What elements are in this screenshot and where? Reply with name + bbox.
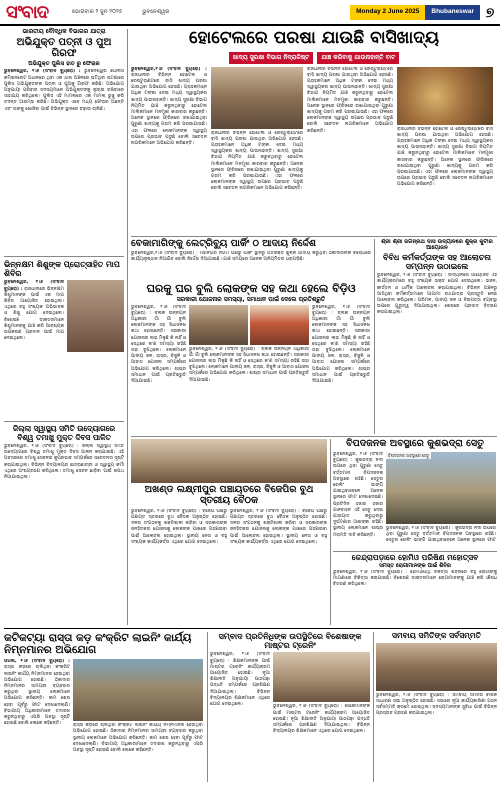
date-label: Monday 2 June 2025	[350, 5, 425, 20]
lead-story	[131, 29, 497, 234]
cooperative-headline[interactable]: ସମବାୟ ସମିତିଙ୍କ ସର୍ବସମ୍ମତି	[392, 631, 481, 640]
training-body-2: ଭୁବନେଶ୍ୱର, ୧।୬ (ସଂବାଦ ବ୍ୟୁରୋ) : ଶିକ୍ଷକମାନଙ୍କ ପାଇଁ ମାଷ୍ଟର ଟ୍ରେନିଂ କାର୍ଯ୍ୟକ୍ରମ ଆୟୋଜିତ ହୋଇଛି। ନୂଆ ଶିକ୍ଷାନୀତି ଅନୁଯାୟୀ ପାଠପଢ଼ା ପଦ୍ଧତି ସମ୍ପର୍କରେ ପ୍ରଶିକ୍ଷଣ ଦିଆଯାଇଥିଲା। ବିଭିନ୍ନ ବିଦ୍ୟାଳୟର ଶିକ୍ଷକମାନେ ଏଥିରେ ଯୋଗ ଦେଇଥିଲେ।	[273, 704, 370, 735]
bdo-story	[131, 283, 371, 433]
bridge-photo	[386, 452, 496, 524]
lead-headline[interactable]: ହୋଟେଲରେ ପରଷା ଯାଉଛି ବାସିଖାଦ୍ୟ	[189, 28, 439, 48]
cooperative-body: ଭୁବନେଶ୍ୱର, ୧।୬ (ସଂବାଦ ବ୍ୟୁରୋ) : ସମବାୟ ସମିତିର ବାର୍ଷିକ ସାଧାରଣ ସଭା ଅନୁଷ୍ଠିତ ହୋଇଛି। ସଭାରେ ନୂଆ କାର୍ଯ୍ୟକାରିଣୀ ଗଠନ ସର୍ବସମ୍ମତି କ୍ରମେ ହୋଇଥିଲା। ସଦସ୍ୟମାନଙ୍କ ସୁବିଧା ପାଇଁ ବିଭିନ୍ନ ପ୍ରସ୍ତାବ ଗ୍ରହଣ କରାଯାଇଥିଲା।	[376, 692, 497, 717]
left-headline-3[interactable]: ଜିଲ୍ଲା ସ୍ୱାସ୍ଥ୍ୟ ସମିତି ଉଦ୍ୟୋଗରେ ବିଶ୍ୱ ତମାଖୁ ମୁକ୍ତ ଦିବସ ପାଳିତ	[12, 424, 116, 442]
temple-headline-2[interactable]: ବିବିଧ କର୍ମକର୍ତ୍ତାଙ୍କ ସହ ଆଲୋଚନା ସମ୍ପନ୍ନ ଉଠାଇଲେ	[383, 252, 491, 272]
training-story	[210, 632, 370, 782]
temple-story	[377, 239, 497, 433]
temple-body: ଭୁବନେଶ୍ୱର, ୧।୬ (ସଂବାଦ ବ୍ୟୁରୋ) : ଉଦ୍ୟାନରେ ଆୟୋଜିତ ଏହି କାର୍ଯ୍ୟକ୍ରମରେ ବହୁ ସଂଖ୍ୟକ ଭକ୍ତ ଯୋଗ ଦେଇଥିଲେ। ଭଜନ, କୀର୍ତ୍ତନ ଓ ଧାର୍ମିକ ଆଲୋଚନା କରାଯାଇଥିଲା। ବିଭିନ୍ନ ଅଞ୍ଚଳରୁ ଆସିଥିବା କର୍ମକର୍ତ୍ତାମାନେ ଆଗାମୀ ରଥଯାତ୍ରା ପ୍ରସ୍ତୁତି ନେଇ ଆଲୋଚନା କରିଥିଲେ। ପରିମଳ, ପାନୀୟ ଜଳ ଓ ନିରାପତ୍ତା ବ୍ୟବସ୍ଥା ଉପରେ ଗୁରୁତ୍ୱ ଦିଆଯାଇଥିଲା। ଶେଷରେ ପ୍ରସାଦ ବିତରଣ କରାଯାଇଥିଲା।	[377, 273, 497, 316]
bridge-headline[interactable]: ବିପଦଜନକ ଅବସ୍ଥାରେ କୁଶଭଦ୍ରା ସେତୁ	[346, 438, 484, 449]
election-photo	[131, 439, 327, 483]
bridge-photo-caption: ବିପଦଜନକ ଅବସ୍ଥାରେ ସେତୁ	[388, 452, 430, 458]
temple-headline[interactable]: ଶ୍ରୀ ଶ୍ରୀ ଜଗନ୍ନାଥ ଦାସ ଉଦ୍ୟାନରେ ଶୁକ୍ର କୁଟୀର ଆୟୋଜନ	[381, 239, 493, 252]
bridge-story	[333, 439, 497, 549]
bridge-body-2: ଭୁବନେଶ୍ୱର, ୧।୬ (ସଂବାଦ ବ୍ୟୁରୋ) : କୁଶଭଦ୍ରା ନଦୀ ଉପରେ ଥିବା ପୁରୁଣା ସେତୁ ବର୍ତ୍ତମାନ ବିପଦଜନକ ଅବସ୍ଥାରେ ରହିଛି। ସେତୁର ରେଲିଂ ଭାଙ୍ଗି ଯାଇଥିବାବେଳେ ଅନେକ ସ୍ଥାନରେ ଫାଟ	[386, 525, 496, 544]
masthead	[0, 0, 500, 26]
lead-photo-2	[397, 67, 493, 125]
left-article-3-body: ଭୁବନେଶ୍ୱର, ୧।୬ (ସଂବାଦ ବ୍ୟୁରୋ) : ଜିଲ୍ଲା ସ୍ୱାସ୍ଥ୍ୟ ସମିତି ଉଦ୍ୟୋଗରେ ବିଶ୍ୱ ତମାଖୁ ମୁକ୍ତ ଦିବସ ପାଳନ କରାଯାଇଛି। ଏହି ଅବସରରେ ତମାଖୁ ସେବନର କୁପ୍ରଭାବ ସମ୍ପର୍କରେ ସଚେତନତା ସୃଷ୍ଟି କରାଯାଇଥିଲା। ବିଭିନ୍ନ ବିଦ୍ୟାଳୟର ଛାତ୍ରଛାତ୍ରୀ ଓ ସ୍ୱାସ୍ଥ୍ୟ କର୍ମୀ ଏଥିରେ ଅଂଶଗ୍ରହଣ କରିଥିଲେ। ତମାଖୁ ସେବନ ଛାଡ଼ିବା ପାଇଁ ଶପଥ ନିଆଯାଇଥିଲା।	[4, 444, 124, 481]
bdo-body-3: ଭୁବନେଶ୍ୱର, ୧।୬ (ସଂବାଦ ବ୍ୟୁରୋ) : ବ୍ଲକ ଉନ୍ନୟନ ଅଧିକାରୀ ଗାଁ ଗାଁ ବୁଲି ଲୋକମାନଙ୍କ ସହ ସିଧାସଳଖ କଥା ହୋଇଛନ୍ତି। ସରକାରୀ ଯୋଜନାର ଲାଭ ମିଳୁଛି କି ନାହିଁ ଓ ସେଥିରେ କ'ଣ ସମସ୍ୟା ରହିଛି ତାହା ବୁଝିଥିଲେ। ଲୋକମାନେ ପାନୀୟ ଜଳ, ରାସ୍ତା, ବିଜୁଳି ଓ ଆବାସ ଯୋଜନା ସମ୍ପର୍କରେ ଅଭିଯୋଗ କରିଥିଲେ। ଶୀଘ୍ର ସମାଧାନ ପାଇଁ ପ୍ରତିଶ୍ରୁତି ଦିଆଯାଇଛି।	[312, 304, 370, 384]
lead-photo-1	[211, 67, 303, 129]
road-body-1: ପିପିଲି, ୧।୬ (ସଂବାଦ ବ୍ୟୁରୋ) : ରାସ୍ତା କଡ଼ରେ ଚାଲିଥିବା କଂକ୍ରିଟ ଲାଇନିଂ କାର୍ଯ୍ୟ ନିମ୍ନମାନର ହେଉଥିବା ଅଭିଯୋଗ ହୋଇଛି। ଠିକାଦାର ନିମ୍ନମାନର ସାମଗ୍ରୀ ବ୍ୟବହାର କରୁଥିବା ସ୍ଥାନୀୟ ଲୋକମାନେ ଅଭିଯୋଗ କରିଛନ୍ତି। କାମ ଶେଷ ହେବା ପୂର୍ବରୁ ଫାଟ ଦେଖାଦେଲାଣି। ବିଭାଗୀୟ ଅଧିକାରୀମାନେ ତଦାରଖ କରୁନଥିବାରୁ ଏପରି ଅବସ୍ଥା ସୃଷ୍ଟି ହୋଇଛି ବୋଲି ଲୋକେ କହିଛନ୍ତି।	[4, 659, 70, 727]
road-headline[interactable]: କଟିକଟ୍ୟା ରାସ୍ତା କଡ଼ କଂକ୍ରିଟ ଲାଇନିଂ କାର୍ଯ୍ୟ ନିମ୍ନମାନର ଅଭିଯୋଗ	[4, 632, 192, 657]
bdo-photo-2	[250, 305, 309, 345]
newspaper-logo[interactable]: ସଂବାଦ	[6, 1, 49, 23]
section-name: ଭୁବନେଶ୍ୱର	[142, 8, 170, 15]
left-headline-2[interactable]: ଭିନ୍ନକ୍ଷମ ଶିଶୁଙ୍କ ପ୍ରୋତ୍ସାହିତ ମାପ ଶିବିର	[4, 260, 120, 279]
election-headline[interactable]: ଅଖଣ୍ଡ ଲକ୍ଷ୍ମୀପୁର ପଞ୍ଚାୟତରେ ବିଜେପିର ବୁଥ ସ୍ତରୀୟ ବୈଠକ	[144, 484, 314, 506]
lead-body-col-3: ରାଜଧାନୀର ବିଭିନ୍ନ ହୋଟେଲ ଓ ରେଷ୍ଟୁରାଣ୍ଟରେ ବାସି ଖାଦ୍ୟ ପରଷା ଯାଉଥିବା ଅଭିଯୋଗ ହେଉଛି। ଗ୍ରାହକମାନେ ଅଧିକ ଟଙ୍କା ଦେଇ ମଧ୍ୟ ସ୍ୱାସ୍ଥ୍ୟକର ଖାଦ୍ୟ ପାଉନାହାନ୍ତି। ଖାଦ୍ୟ ସୁରକ୍ଷା ବିଭାଗ ନିୟମିତ ଯାଞ୍ଚ କରୁନଥିବାରୁ ହୋଟେଲ ମାଲିକମାନେ ମନମୁଖୀ କାରବାର କରୁଛନ୍ତି। ଅନେକ ସ୍ଥାନରେ ଫ୍ରିଜରେ ରଖାଯାଇଥିବା ପୁରୁଣା ଖାଦ୍ୟକୁ ଗରମ କରି ପରଷାଯାଉଛି। ଏହା ଫଳରେ ଲୋକମାନଙ୍କ ସ୍ୱାସ୍ଥ୍ୟ ଉପରେ ପ୍ରଭାବ ପଡୁଛି ବୋଲି ସଚେତନ ନାଗରିକମାନେ ଅଭିଯୋଗ କରିଛନ୍ତି।	[307, 66, 393, 134]
page-number: ୭	[485, 3, 495, 20]
parking-headline[interactable]: ବେକାମାଗିଙ୍କୁ ଲେଟ୍ରିବ୍ୟୁ ପାର୍କିଂ ଠ ଆଦାୟ ନିର୍ଦ୍ଦେଶ	[131, 238, 316, 249]
left-column	[4, 29, 124, 625]
cooperative-story	[376, 632, 497, 782]
road-photo	[73, 659, 203, 721]
lead-body-col-2: ରାଜଧାନୀର ବିଭିନ୍ନ ହୋଟେଲ ଓ ରେଷ୍ଟୁରାଣ୍ଟରେ ବାସି ଖାଦ୍ୟ ପରଷା ଯାଉଥିବା ଅଭିଯୋଗ ହେଉଛି। ଗ୍ରାହକମାନେ ଅଧିକ ଟଙ୍କା ଦେଇ ମଧ୍ୟ ସ୍ୱାସ୍ଥ୍ୟକର ଖାଦ୍ୟ ପାଉନାହାନ୍ତି। ଖାଦ୍ୟ ସୁରକ୍ଷା ବିଭାଗ ନିୟମିତ ଯାଞ୍ଚ କରୁନଥିବାରୁ ହୋଟେଲ ମାଲିକମାନେ ମନମୁଖୀ କାରବାର କରୁଛନ୍ତି। ଅନେକ ସ୍ଥାନରେ ଫ୍ରିଜରେ ରଖାଯାଇଥିବା ପୁରୁଣା ଖାଦ୍ୟକୁ ଗରମ କରି ପରଷାଯାଉଛି। ଏହା ଫଳରେ ଲୋକମାନଙ୍କ ସ୍ୱାସ୍ଥ୍ୟ ଉପରେ ପ୍ରଭାବ ପଡୁଛି ବୋଲି ସଚେତନ ନାଗରିକମାନେ ଅଭିଯୋଗ କରିଛନ୍ତି।	[211, 130, 303, 192]
election-body-1: ଭୁବନେଶ୍ୱର, ୧।୬ (ସଂବାଦ ବ୍ୟୁରୋ) : ବିଜେପି ପକ୍ଷରୁ ପଞ୍ଚାୟତ ସ୍ତରରେ ବୁଥ ବୈଠକ ଅନୁଷ୍ଠିତ ହୋଇଛି। ଦଳର ସଂଗଠନକୁ ଶକ୍ତିଶାଳୀ କରିବା ଓ ସରକାରଙ୍କ ଜନହିତକର ଯୋଜନାକୁ ଲୋକଙ୍କ ପାଖରେ ପହଞ୍ଚାଇବା ପାଇଁ ଆଲୋଚନା ହୋଇଥିଲା। ସ୍ଥାନୀୟ ନେତା ଓ ବହୁ ସଂଖ୍ୟକ କାର୍ଯ୍ୟକର୍ତ୍ତା ଏଥିରେ ଯୋଗ ଦେଇଥିଲେ।	[131, 508, 227, 545]
bdo-headline[interactable]: ଘରକୁ ଘର ବୁଲି ଲୋକଙ୍କ ସହ କଥା ହେଲେ ବିଡ଼ିଓ	[146, 282, 356, 295]
lead-tag-2: ଯାଞ୍ଚ କରିବାକୁ ଯାଉନାହାନ୍ତି ବାଟ	[317, 52, 399, 64]
homeo-subhead: ସମସ୍ତ ରୋଗୀମାନଙ୍କ ପାଇଁ ଶିବିର	[379, 562, 451, 569]
homeo-body: ଭୁବନେଶ୍ୱର, ୧।୬ (ସଂବାଦ ବ୍ୟୁରୋ) : ହୋମିଓପାଥି ଚିକିତ୍ସା ଶିବିରରେ ବହୁ ରୋଗୀଙ୍କୁ ମାଗଣାରେ ଚିକିତ୍ସା କରାଯାଇଛି। ବିଶେଷଜ୍ଞ ଡାକ୍ତରମାନେ ରୋଗୀମାନଙ୍କୁ ଯାଞ୍ଚ କରି ଔଷଧ ବିତରଣ କରିଥିଲେ।	[333, 569, 497, 588]
date-box	[350, 5, 480, 20]
bdo-body-1: ଭୁବନେଶ୍ୱର, ୧।୬ (ସଂବାଦ ବ୍ୟୁରୋ) : ବ୍ଲକ ଉନ୍ନୟନ ଅଧିକାରୀ ଗାଁ ଗାଁ ବୁଲି ଲୋକମାନଙ୍କ ସହ ସିଧାସଳଖ କଥା ହୋଇଛନ୍ତି। ସରକାରୀ ଯୋଜନାର ଲାଭ ମିଳୁଛି କି ନାହିଁ ଓ ସେଥିରେ କ'ଣ ସମସ୍ୟା ରହିଛି ତାହା ବୁଝିଥିଲେ। ଲୋକମାନେ ପାନୀୟ ଜଳ, ରାସ୍ତା, ବିଜୁଳି ଓ ଆବାସ ଯୋଜନା ସମ୍ପର୍କରେ ଅଭିଯୋଗ କରିଥିଲେ। ଶୀଘ୍ର ସମାଧାନ ପାଇଁ ପ୍ରତିଶ୍ରୁତି ଦିଆଯାଇଛି।	[131, 304, 186, 384]
parking-story	[131, 239, 371, 279]
city-label: Bhubaneswar	[425, 5, 480, 20]
road-body-2: ରାସ୍ତା କଡ଼ରେ ଚାଲିଥିବା କଂକ୍ରିଟ ଲାଇନିଂ କାର୍ଯ୍ୟ ନିମ୍ନମାନର ହେଉଥିବା ଅଭିଯୋଗ ହୋଇଛି। ଠିକାଦାର ନିମ୍ନମାନର ସାମଗ୍ରୀ ବ୍ୟବହାର କରୁଥିବା ସ୍ଥାନୀୟ ଲୋକମାନେ ଅଭିଯୋଗ କରିଛନ୍ତି। କାମ ଶେଷ ହେବା ପୂର୍ବରୁ ଫାଟ ଦେଖାଦେଲାଣି। ବିଭାଗୀୟ ଅଧିକାରୀମାନେ ତଦାରଖ କରୁନଥିବାରୁ ଏପରି ଅବସ୍ଥା ସୃଷ୍ଟି ହୋଇଛି ବୋଲି ଲୋକେ କହିଛନ୍ତି।	[73, 723, 203, 753]
edition-info: ଭୋଗବାର ୨ ଜୁନ ୨୦୨୫	[72, 8, 123, 15]
left-kicker: ଭାରତୀୟ ବୌଦ୍ଧିକ ବିଭାଗର ଯାତ୍ରା	[22, 28, 106, 35]
left-body-text: ଭୁବନେଶ୍ୱର ପୋଲିସ କମିଶନରେଟ ଅଧୀନରେ ଥିବା ଏକ ଥାନା ଅଞ୍ଚଳରେ ଘଟିଥିବା ଘଟଣାରେ ପୁଲିସ ଅଭିଯୁକ୍ତଙ୍କ ପତ୍ନୀ ଓ ପୁଅକୁ ଗିରଫ କରିଛି। ଅଭିଯୋଗ ଅନୁଯାୟୀ ପରିବାର ସଦସ୍ୟମାନେ ଅଭିଯୁକ୍ତଙ୍କୁ ଲୁଚାଇ ରଖିବାରେ ସାହାଯ୍ୟ କରିଥିଲେ। ପୁଲିସ ଏହି ମାମଲାରେ ଏକ ମାମଲା ରୁଜୁ କରି ତଦନ୍ତ ଆରମ୍ଭ କରିଛି। ଅଭିଯୁକ୍ତ ଏବେ ମଧ୍ୟ ଫେରାର ଅଛନ୍ତି ଏବଂ ତାଙ୍କୁ ଖୋଜିବା ପାଇଁ ବିଭିନ୍ନ ସ୍ଥାନରେ ଚଢ଼ାଉ ଚାଲିଛି।	[4, 69, 124, 112]
homeo-story	[333, 554, 497, 625]
parking-body: ଭୁବନେଶ୍ୱର,୧।୬ (ସଂବାଦ ବ୍ୟୁରୋ) : ମହାନଗର ନିଗମ ପକ୍ଷରୁ ପାର୍କିଂ ସ୍ଥାନରୁ ଅତିରିକ୍ତ ଶୁଳ୍କ ଆଦାୟ କରୁଥିବା ଠିକାଦାରଙ୍କ ବିରୋଧରେ କାର୍ଯ୍ୟାନୁଷ୍ଠାନ ନିଆଯିବ ବୋଲି ନିର୍ଦ୍ଦେଶ ଦିଆଯାଇଛି। ଯାଞ୍ଚ ସମୟରେ ଅନେକ ଅନିୟମିତତା ଧରାପଡ଼ିଛି।	[131, 250, 371, 263]
cooperative-photo	[376, 643, 497, 691]
homeo-headline[interactable]: କେନ୍ଦ୍ରାପଡ଼ାରେ ହୋମିଓ ପରିଷିଣ ମହୋତ୍ସବ	[351, 553, 479, 562]
bdo-body-2: ଭୁବନେଶ୍ୱର, ୧।୬ (ସଂବାଦ ବ୍ୟୁରୋ) : ବ୍ଲକ ଉନ୍ନୟନ ଅଧିକାରୀ ଗାଁ ଗାଁ ବୁଲି ଲୋକମାନଙ୍କ ସହ ସିଧାସଳଖ କଥା ହୋଇଛନ୍ତି। ସରକାରୀ ଯୋଜନାର ଲାଭ ମିଳୁଛି କି ନାହିଁ ଓ ସେଥିରେ କ'ଣ ସମସ୍ୟା ରହିଛି ତାହା ବୁଝିଥିଲେ। ଲୋକମାନେ ପାନୀୟ ଜଳ, ରାସ୍ତା, ବିଜୁଳି ଓ ଆବାସ ଯୋଜନା ସମ୍ପର୍କରେ ଅଭିଯୋଗ କରିଥିଲେ। ଶୀଘ୍ର ସମାଧାନ ପାଇଁ ପ୍ରତିଶ୍ରୁତି ଦିଆଯାଇଛି।	[189, 346, 309, 383]
left-article-2-body: ଭୁବନେଶ୍ୱର, ୧।୬ (ସଂବାଦ ବ୍ୟୁରୋ) : ରାଜଧାନୀରେ ଭିନ୍ନକ୍ଷମ ଶିଶୁମାନଙ୍କ ପାଇଁ ଏକ ମାପ ଶିବିର ଆୟୋଜିତ ହୋଇଥିଲା। ଏଥିରେ ବହୁ ସଂଖ୍ୟକ ଅଭିଭାବକ ଓ ଶିଶୁ ଯୋଗ ଦେଇଥିଲେ। ବିଶେଷଜ୍ଞ ଡାକ୍ତରମାନେ ଶିଶୁମାନଙ୍କୁ ଯାଞ୍ଚ କରି ଆବଶ୍ୟକ ଉପକରଣ ପ୍ରଦାନ ପାଇଁ ମାପ ନେଇଥିଲେ।	[4, 280, 64, 342]
left-headline[interactable]: ଅଭିଯୁକ୍ତ ପତ୍ନୀ ଓ ପୁଅ ଗିରଫ	[16, 36, 112, 60]
training-headline[interactable]: ସମ୍ବାଦ ପ୍ରତିନିଧିଙ୍କ ଉପସ୍ଥିତିରେ ବିଶେଷାଙ୍କ ମାଷ୍ଟର ଟ୍ରେନିଂ	[218, 632, 362, 651]
election-story	[131, 439, 327, 625]
camp-photo	[67, 280, 124, 352]
training-body-1: ଭୁବନେଶ୍ୱର, ୧।୬ (ସଂବାଦ ବ୍ୟୁରୋ) : ଶିକ୍ଷକମାନଙ୍କ ପାଇଁ ମାଷ୍ଟର ଟ୍ରେନିଂ କାର୍ଯ୍ୟକ୍ରମ ଆୟୋଜିତ ହୋଇଛି। ନୂଆ ଶିକ୍ଷାନୀତି ଅନୁଯାୟୀ ପାଠପଢ଼ା ପଦ୍ଧତି ସମ୍ପର୍କରେ ପ୍ରଶିକ୍ଷଣ ଦିଆଯାଇଥିଲା। ବିଭିନ୍ନ ବିଦ୍ୟାଳୟର ଶିକ୍ଷକମାନେ ଏଥିରେ ଯୋଗ ଦେଇଥିଲେ।	[210, 652, 270, 707]
left-dateline: ଭୁବନେଶ୍ୱର, ୧।୬ (ସଂବାଦ ବ୍ୟୁରୋ) :	[4, 69, 81, 75]
bdo-photo-1	[189, 305, 248, 345]
lead-body-col-4: ରାଜଧାନୀର ବିଭିନ୍ନ ହୋଟେଲ ଓ ରେଷ୍ଟୁରାଣ୍ଟରେ ବାସି ଖାଦ୍ୟ ପରଷା ଯାଉଥିବା ଅଭିଯୋଗ ହେଉଛି। ଗ୍ରାହକମାନେ ଅଧିକ ଟଙ୍କା ଦେଇ ମଧ୍ୟ ସ୍ୱାସ୍ଥ୍ୟକର ଖାଦ୍ୟ ପାଉନାହାନ୍ତି। ଖାଦ୍ୟ ସୁରକ୍ଷା ବିଭାଗ ନିୟମିତ ଯାଞ୍ଚ କରୁନଥିବାରୁ ହୋଟେଲ ମାଲିକମାନେ ମନମୁଖୀ କାରବାର କରୁଛନ୍ତି। ଅନେକ ସ୍ଥାନରେ ଫ୍ରିଜରେ ରଖାଯାଇଥିବା ପୁରୁଣା ଖାଦ୍ୟକୁ ଗରମ କରି ପରଷାଯାଉଛି। ଏହା ଫଳରେ ଲୋକମାନଙ୍କ ସ୍ୱାସ୍ଥ୍ୟ ଉପରେ ପ୍ରଭାବ ପଡୁଛି ବୋଲି ସଚେତନ ନାଗରିକମାନେ ଅଭିଯୋଗ କରିଛନ୍ତି।	[397, 126, 493, 188]
training-photo	[273, 652, 370, 702]
left-subhead: ଅଭିଯୁକ୍ତ ପୁଲିସ ହାତ ରୁ ଫେରାର	[28, 60, 100, 67]
lead-tag-1: ଖାଦ୍ୟ ସୁରକ୍ଷା ବିଭାଗ ନିଦ୍ରାଳିଷ୍ଟ	[229, 52, 314, 64]
election-body-2: ଭୁବନେଶ୍ୱର, ୧।୬ (ସଂବାଦ ବ୍ୟୁରୋ) : ବିଜେପି ପକ୍ଷରୁ ପଞ୍ଚାୟତ ସ୍ତରରେ ବୁଥ ବୈଠକ ଅନୁଷ୍ଠିତ ହୋଇଛି। ଦଳର ସଂଗଠନକୁ ଶକ୍ତିଶାଳୀ କରିବା ଓ ସରକାରଙ୍କ ଜନହିତକର ଯୋଜନାକୁ ଲୋକଙ୍କ ପାଖରେ ପହଞ୍ଚାଇବା ପାଇଁ ଆଲୋଚନା ହୋଇଥିଲା। ସ୍ଥାନୀୟ ନେତା ଓ ବହୁ ସଂଖ୍ୟକ କାର୍ଯ୍ୟକର୍ତ୍ତା ଏଥିରେ ଯୋଗ ଦେଇଥିଲେ।	[230, 508, 327, 545]
bridge-body: ଭୁବନେଶ୍ୱର, ୧।୬ (ସଂବାଦ ବ୍ୟୁରୋ) : କୁଶଭଦ୍ରା ନଦୀ ଉପରେ ଥିବା ପୁରୁଣା ସେତୁ ବର୍ତ୍ତମାନ ବିପଦଜନକ ଅବସ୍ଥାରେ ରହିଛି। ସେତୁର ରେଲିଂ ଭାଙ୍ଗି ଯାଇଥିବାବେଳେ ଅନେକ ସ୍ଥାନରେ ଫାଟ ଦେଖାଦେଇଛି। ପ୍ରତିଦିନ ହଜାର ହଜାର ଯାନବାହନ ଏହି ସେତୁ ଦେଇ ଯାତାୟାତ କରୁଥିବାରୁ ଦୁର୍ଘଟଣାର ଆଶଙ୍କା ରହିଛି। ସ୍ଥାନୀୟ ଲୋକମାନେ ଶୀଘ୍ର ମରାମତି ଦାବି କରିଛନ୍ତି।	[333, 451, 383, 538]
left-article-body	[4, 69, 124, 249]
road-story	[4, 632, 204, 782]
bdo-subhead: ସରକାରୀ ଯୋଜନାର ସମସ୍ୟା, ସମାଧାନ ପାଇଁ ଦେଲେ ପ୍ରତିଶ୍ରୁତି	[176, 295, 326, 303]
lead-body-col-1: ଭୁବନେଶ୍ୱର,୧।୬ (ସଂବାଦ ବ୍ୟୁରୋ) : ରାଜଧାନୀର ବିଭିନ୍ନ ହୋଟେଲ ଓ ରେଷ୍ଟୁରାଣ୍ଟରେ ବାସି ଖାଦ୍ୟ ପରଷା ଯାଉଥିବା ଅଭିଯୋଗ ହେଉଛି। ଗ୍ରାହକମାନେ ଅଧିକ ଟଙ୍କା ଦେଇ ମଧ୍ୟ ସ୍ୱାସ୍ଥ୍ୟକର ଖାଦ୍ୟ ପାଉନାହାନ୍ତି। ଖାଦ୍ୟ ସୁରକ୍ଷା ବିଭାଗ ନିୟମିତ ଯାଞ୍ଚ କରୁନଥିବାରୁ ହୋଟେଲ ମାଲିକମାନେ ମନମୁଖୀ କାରବାର କରୁଛନ୍ତି। ଅନେକ ସ୍ଥାନରେ ଫ୍ରିଜରେ ରଖାଯାଇଥିବା ପୁରୁଣା ଖାଦ୍ୟକୁ ଗରମ କରି ପରଷାଯାଉଛି। ଏହା ଫଳରେ ଲୋକମାନଙ୍କ ସ୍ୱାସ୍ଥ୍ୟ ଉପରେ ପ୍ରଭାବ ପଡୁଛି ବୋଲି ସଚେତନ ନାଗରିକମାନେ ଅଭିଯୋଗ କରିଛନ୍ତି।	[131, 66, 207, 146]
